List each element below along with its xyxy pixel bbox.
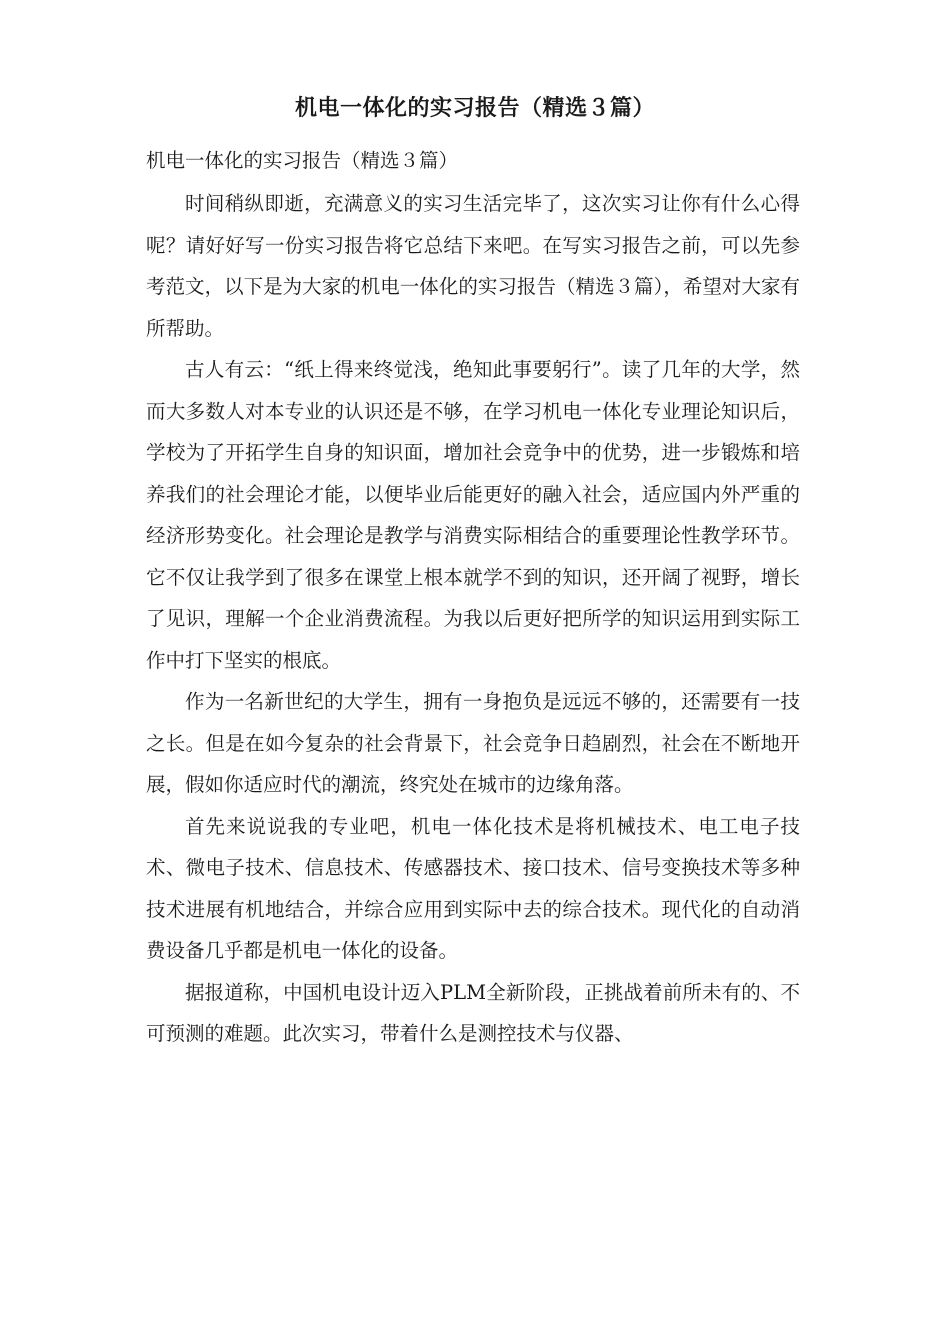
paragraph: 首先来说说我的专业吧，机电一体化技术是将机械技术、电工电子技术、微电子技术、信息技术、传感器技术、接口技术、信号变换技术等多种技术进展有机地结合，并综合应用到实际中去的综合技术。现代化的自动消费设备几乎都是机电一体化的设备。	[146, 814, 800, 962]
document-subtitle: 机电一体化的实习报告（精选３篇）	[146, 149, 459, 172]
paragraph: 作为一名新世纪的大学生，拥有一身抱负是远远不够的，还需要有一技之长。但是在如今复杂的社会背景下，社会竞争日趋剧烈，社会在不断地开展，假如你适应时代的潮流，终究处在城市的边缘角落。	[146, 690, 800, 796]
document-body	[146, 183, 800, 1055]
paragraph: 古人有云：“纸上得来终觉浅，绝知此事要躬行”。读了几年的大学，然而大多数人对本专业的认识还是不够，在学习机电一体化专业理论知识后，学校为了开拓学生自身的知识面，增加社会竞争中的优势，进一步锻炼和培养我们的社会理论才能，以便毕业后能更好的融入社会，适应国内外严重的经济形势变化。社会理论是教学与消费实际相结合的重要理论性教学环节。它不仅让我学到了很多在课堂上根本就学不到的知识，还开阔了视野，增长了见识，理解一个企业消费流程。为我以后更好把所学的知识运用到实际工作中打下坚实的根底。	[146, 358, 800, 672]
document-title: 机电一体化的实习报告（精选３篇）	[294, 95, 655, 121]
paragraph: 时间稍纵即逝，充满意义的实习生活完毕了，这次实习让你有什么心得呢？请好好写一份实习报告将它总结下来吧。在写实习报告之前，可以先参考范文，以下是为大家的机电一体化的实习报告（精选３篇），希望对大家有所帮助。	[146, 192, 800, 340]
paragraph: 据报道称，中国机电设计迈入PLM全新阶段，正挑战着前所未有的、不可预测的难题。此次实习，带着什么是测控技术与仪器、	[146, 980, 800, 1045]
